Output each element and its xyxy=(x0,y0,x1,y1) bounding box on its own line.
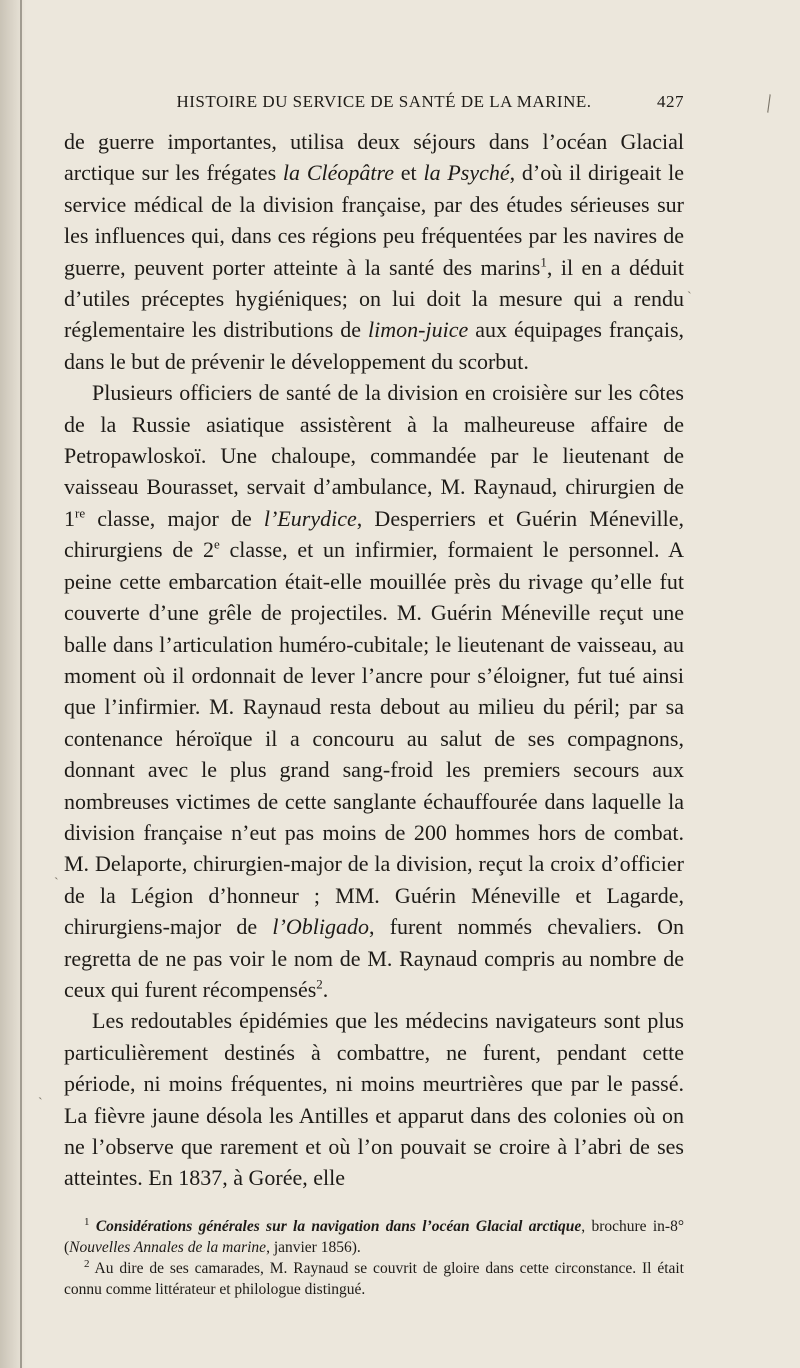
text-run: classe, et un infirmier, formaient le personnel. A peine cette embarcation était-elle mouillée près du rivage qu’elle fut couverte d’une grêle de projectiles. M. Guérin Méneville reçut une balle dans l’articulation huméro-cubitale; le lieutenant de vaisseau, au moment où il ordonnait de lever l’ancre pour s’éloigner, fut tué ainsi que l’infirmier. M. Raynaud resta debout au milieu du péril; par sa contenance héroïque il a concouru au salut de ses compagnons, donnant avec le plus grand sang-froid les premiers secours aux nombreuses victimes de cette sanglante échauffourée dans laquelle la division française n’eut pas moins de 200 hommes hors de combat. M. Delaporte, chirurgien-major de la division, reçut la croix d’officier de la Légion d’honneur ; MM. Guérin Méneville et Lagarde, chirurgiens-major de xyxy=(64,537,684,940)
footnote-ref: 2 xyxy=(316,976,323,992)
footnote-mark: 2 xyxy=(84,1257,90,1270)
text-run: aux équipages français, dans le but de prévenir le développement du scorbut. xyxy=(64,317,684,374)
book-page xyxy=(64,92,684,1300)
paragraph xyxy=(64,377,684,1005)
footnote-text: Au dire de ses camarades, M. Raynaud se couvrit de gloire dans cette circonstance. Il était connu comme littérateur et philologue distingué. xyxy=(64,1259,684,1298)
footnote-ref: 1 xyxy=(540,254,547,270)
binding-shadow xyxy=(0,0,26,1368)
text-run: de guerre importantes, utilisa deux séjours dans l’océan Glacial arctique sur les frégates xyxy=(64,129,684,186)
ship-name: la Psyché xyxy=(423,160,510,186)
superscript: e xyxy=(213,536,220,552)
text-run: classe, major de xyxy=(85,505,264,531)
text-run: , janvier 1856). xyxy=(266,1238,361,1256)
text-run: Les redoutables épidémies que les médecins navigateurs sont plus particulièrement destinés à combattre, ne furent, pendant cette période, ni moins fréquentes, ni moins meurtrières que par le passé. La fièvre jaune désola les Antilles et apparut dans des colonies où on ne l’observe que rarement et où l’on pouvait se croire à l’abri de ses atteintes. En 1837, à Gorée, elle xyxy=(64,1008,684,1191)
scan-mark: ˋ xyxy=(38,1096,43,1111)
text-run: et xyxy=(394,160,424,186)
ship-name: la Cléopâtre xyxy=(282,160,394,186)
journal-title: Nouvelles Annales de la marine xyxy=(69,1238,267,1256)
text-run: . xyxy=(322,976,329,1002)
footnote-title: Considérations générales sur la navigation dans l’océan Glacial arctique xyxy=(95,1217,582,1235)
running-head xyxy=(64,92,684,116)
page-number: 427 xyxy=(657,92,684,111)
footnotes xyxy=(64,1216,684,1300)
scan-mark: ˋ xyxy=(687,290,692,305)
ship-name: l’Obligado xyxy=(272,914,369,940)
body-text xyxy=(64,126,684,1194)
running-title: HISTOIRE DU SERVICE DE SANTÉ DE LA MARINE. xyxy=(176,92,592,111)
footnote-mark: 1 xyxy=(84,1215,90,1228)
text-run: , d’où il dirigeait le service médical de la division française, par des études sérieuses sur les influences qui, dans ces régions peu fréquentées par les navires de guerre, peuvent porter atteinte à la santé des marins xyxy=(64,160,684,280)
footnote xyxy=(64,1216,684,1258)
italic-term: limon-juice xyxy=(368,317,469,343)
paragraph xyxy=(64,126,684,377)
scan-mark: ˋ xyxy=(54,876,59,891)
paragraph xyxy=(64,1005,684,1193)
superscript: re xyxy=(75,505,86,521)
text-run: , Desperriers et Guérin Méneville, chirurgiens de 2 xyxy=(64,505,685,563)
scan-mark: ╲ xyxy=(760,95,776,114)
text-run: , brochure in-8° ( xyxy=(64,1217,685,1256)
footnote xyxy=(64,1258,684,1300)
text-run: , furent nommés chevaliers. On regretta de ne pas voir le nom de M. Raynaud compris au nombre de ceux qui furent récompensés xyxy=(64,914,684,1002)
binding-line xyxy=(20,0,22,1368)
text-run: , il en a déduit d’utiles préceptes hygiéniques; on lui doit la mesure qui a rendu réglementaire les distributions de xyxy=(64,254,684,343)
text-run: Plusieurs officiers de santé de la division en croisière sur les côtes de la Russie asiatique assistèrent à la malheureuse affaire de Petropawloskoï. Une chaloupe, commandée par le lieutenant de vaisseau Bourasset, servait d’ambulance, M. Raynaud, chirurgien de 1 xyxy=(64,380,684,531)
ship-name: l’Eurydice xyxy=(263,505,357,531)
